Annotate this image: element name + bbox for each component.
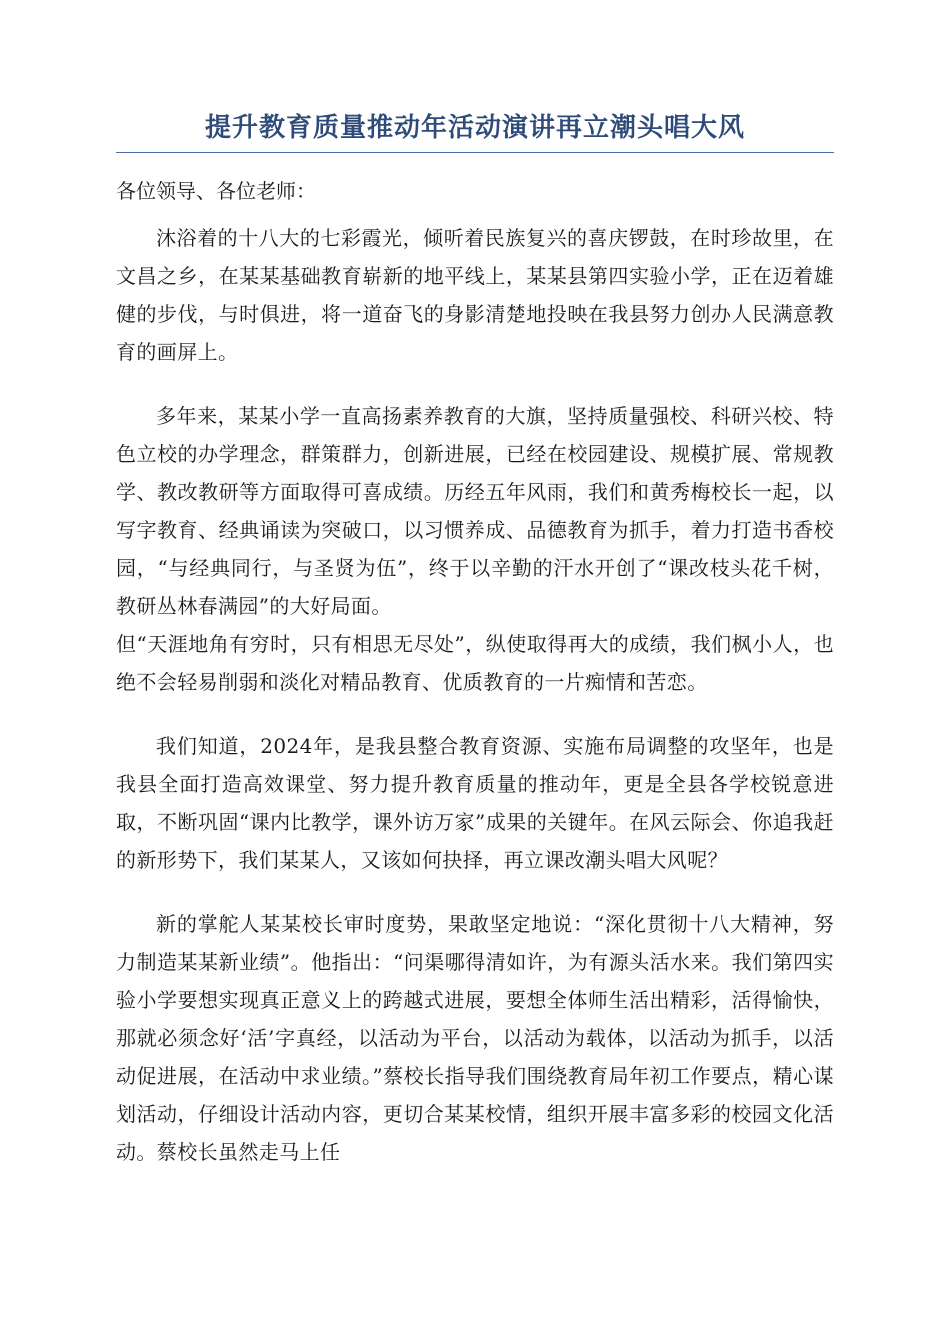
document-title: 提升教育质量推动年活动演讲再立潮头唱大风 — [116, 108, 834, 153]
document-page — [116, 108, 834, 1171]
paragraph-4: 我们知道，2024年，是我县整合教育资源、实施布局调整的攻坚年，也是我县全面打造高效课堂、努力提升教育质量的推动年，更是全县各学校锐意进取，不断巩固“课内比教学，课外访万家”成果的关键年。在风云际会、你追我赶的新形势下，我们某某人，又该如何抉择，再立课改潮头唱大风呢？ — [116, 734, 834, 872]
salutation: 各位领导、各位老师： — [116, 179, 316, 203]
paragraph-5: 新的掌舵人某某校长审时度势，果敢坚定地说：“深化贯彻十八大精神，努力制造某某新业绩”。他指出：“问渠哪得清如许，为有源头活水来。我们第四实验小学要想实现真正意义上的跨越式进展，要想全体师生活出精彩，活得愉快，那就必须念好‘活’字真经，以活动为平台，以活动为载体，以活动为抓手，以活动促进展，在活动中求业绩。”蔡校长指导我们围绕教育局年初工作要点，精心谋划活动，仔细设计活动内容，更切合某某校情，组织开展丰富多彩的校园文化活动。蔡校长虽然走马上任 — [116, 912, 834, 1164]
paragraph-2: 多年来，某某小学一直高扬素养教育的大旗，坚持质量强校、科研兴校、特色立校的办学理念，群策群力，创新进展，已经在校园建设、规模扩展、常规教学、教改教研等方面取得可喜成绩。历经五年风雨，我们和黄秀梅校长一起，以写字教育、经典诵读为突破口，以习惯养成、品德教育为抓手，着力打造书香校园，“与经典同行，与圣贤为伍”，终于以辛勤的汗水开创了“课改枝头花千树，教研丛林春满园”的大好局面。 — [116, 404, 834, 618]
paragraph-3: 但“天涯地角有穷时，只有相思无尽处”，纵使取得再大的成绩，我们枫小人，也绝不会轻易削弱和淡化对精品教育、优质教育的一片痴情和苦恋。 — [116, 632, 834, 694]
paragraph-1: 沐浴着的十八大的七彩霞光，倾听着民族复兴的喜庆锣鼓，在时珍故里，在文昌之乡，在某某基础教育崭新的地平线上，某某县第四实验小学，正在迈着雄健的步伐，与时俱进，将一道奋飞的身影清楚地投映在我县努力创办人民满意教育的画屏上。 — [116, 226, 834, 364]
